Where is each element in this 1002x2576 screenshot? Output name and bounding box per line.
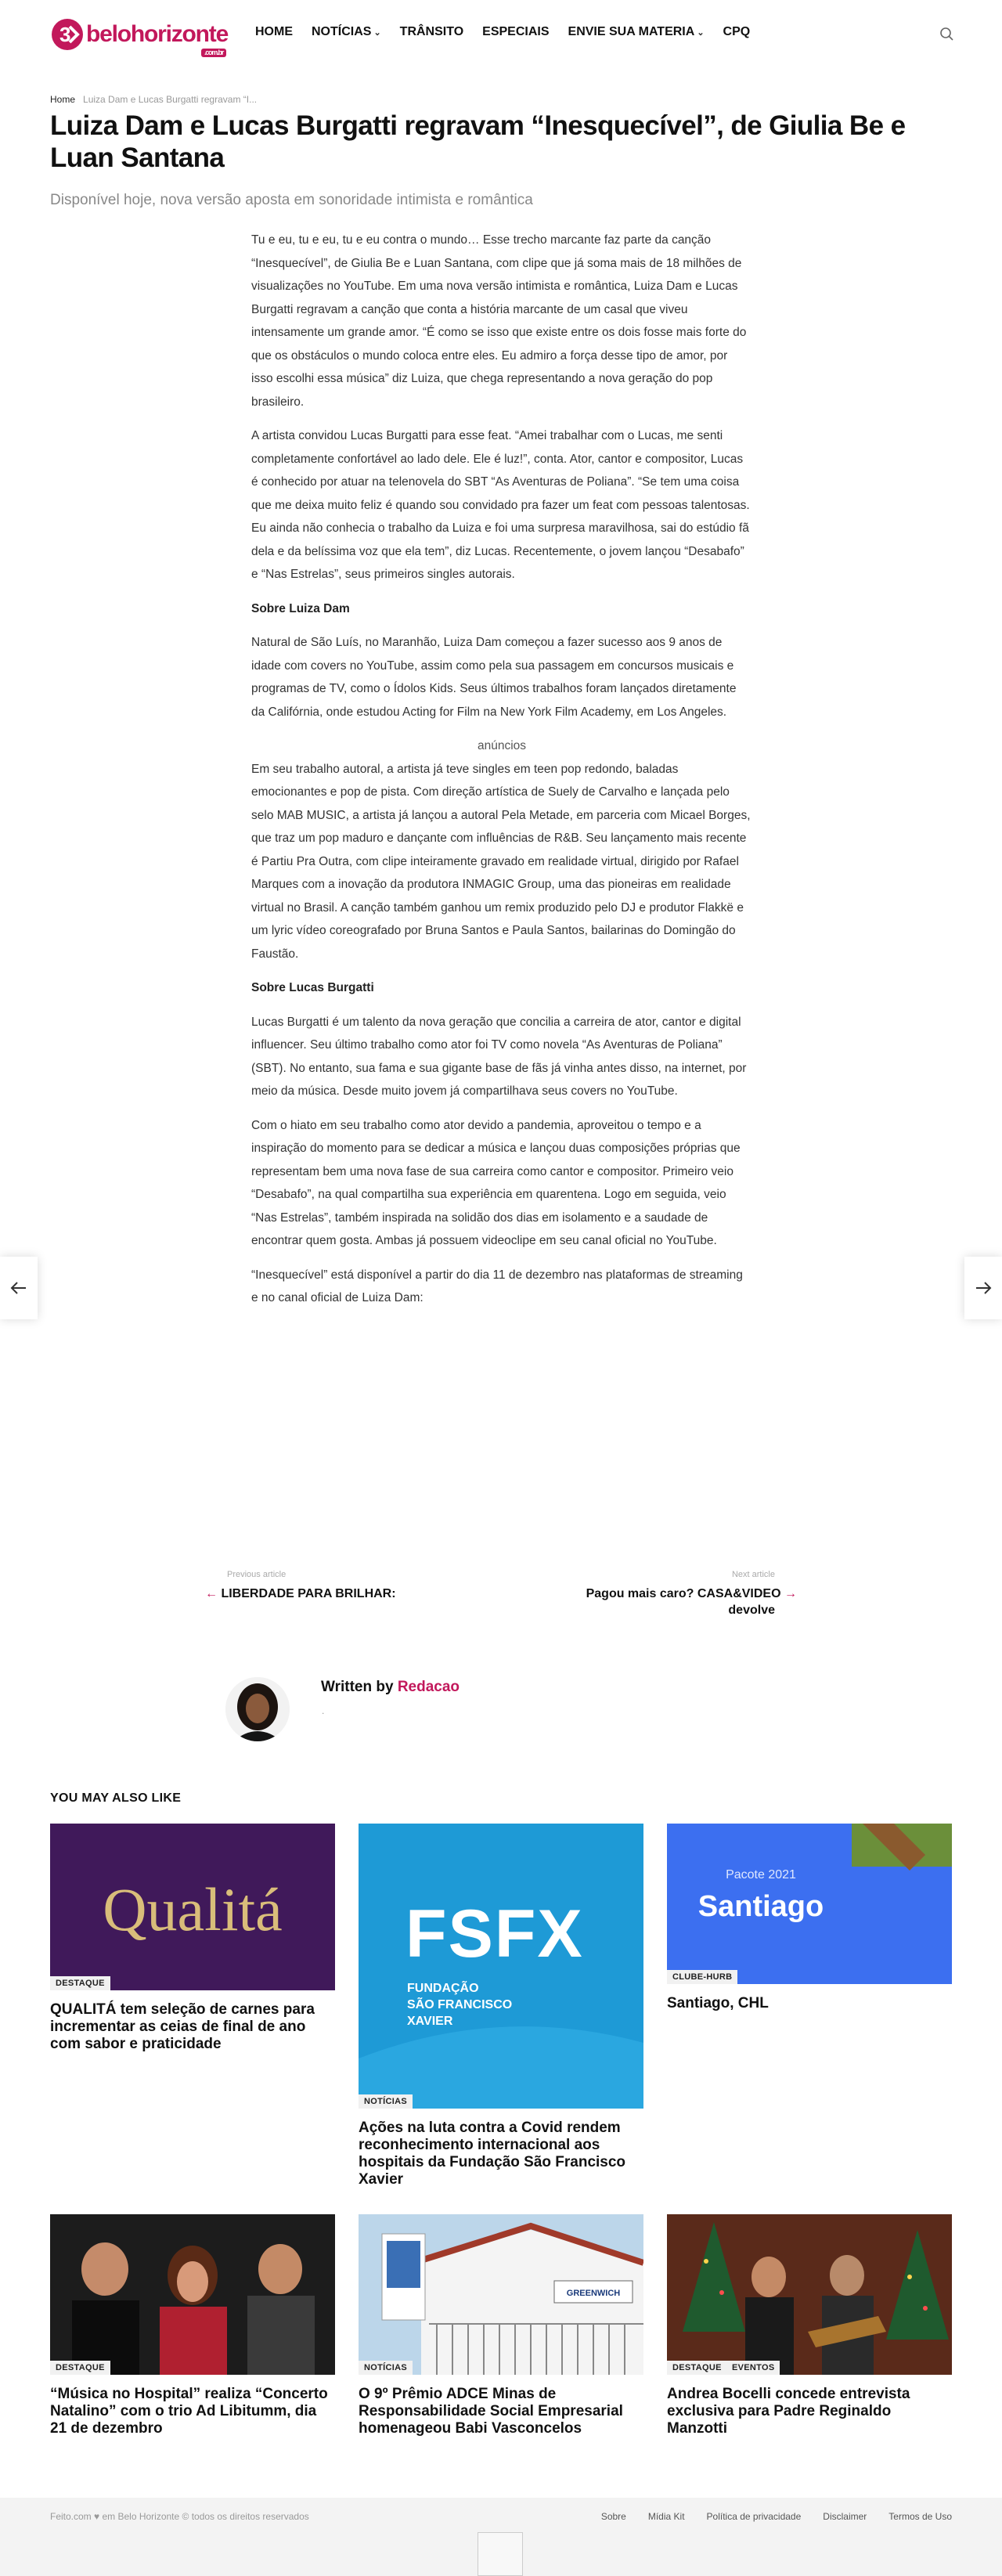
related-card[interactable]	[50, 2214, 335, 2437]
ads-label: anúncios	[477, 739, 527, 752]
card-title[interactable]: O 9º Prêmio ADCE Minas de Responsabilidade Social Empresarial homenageou Babi Vasconcelos	[359, 2386, 623, 2437]
nav-item-transito[interactable]: TRÂNSITO	[399, 25, 464, 38]
svg-text:XAVIER: XAVIER	[407, 2015, 453, 2028]
article-paragraph: A artista convidou Lucas Burgatti para esse feat. “Amei trabalhar com o Lucas, me senti completamente confortável ao lado dele. Ele é luz!”, conta. Ator, cantor e compositor, Lucas é conhecido por atuar na telenovela do SBT “As Aventuras de Poliana”. “Se tem uma coisa que me deixa muito feliz é quando sou convidado pra fazer um feat com pessoas talentosas. Eu ainda não conhecia o trabalho da Luiza e foi uma surpresa maravilhosa, sai do estúdio fã dela e da belíssima voz que ela tem”, diz Lucas. Recentemente, o jovem lançou “Desabafo” e “Nas Estrelas”, seus primeiros singles autorais.	[251, 429, 750, 581]
logo-mark-icon	[50, 17, 85, 52]
author-name-link[interactable]: Redacao	[397, 1679, 460, 1695]
card-image[interactable]	[667, 2214, 952, 2375]
related-card[interactable]	[359, 2214, 643, 2437]
card-image[interactable]	[667, 1824, 952, 1984]
footer-copyright: Feito.com ♥ em Belo Horizonte © todos os direitos reservados	[50, 2511, 309, 2522]
article-paragraph: Lucas Burgatti é um talento da nova geração que concilia a carreira de ator, cantor e digital influencer. Seu último trabalho como ator foi TV como novela “As Aventuras de Poliana” (SBT). No entanto, sua fama e sua gigante base de fãs já vinha antes disso, na internet, por meio da música. Desde muito jovem já compartilhava seus covers no YouTube.	[251, 1015, 747, 1098]
site-header	[0, 0, 1002, 70]
footer-link-disclaimer[interactable]: Disclaimer	[823, 2511, 867, 2522]
footer-link-midia-kit[interactable]: Mídia Kit	[647, 2511, 685, 2522]
post-navigation	[205, 1570, 797, 1625]
back-to-top-button[interactable]	[478, 2532, 523, 2576]
arrow-left-icon	[10, 1281, 27, 1295]
footer-link-privacidade[interactable]: Política de privacidade	[706, 2511, 802, 2522]
card-image[interactable]	[359, 2214, 643, 2375]
svg-text:Qualitá: Qualitá	[103, 1875, 283, 1943]
card-title[interactable]: Santiago, CHL	[667, 1995, 769, 2011]
svg-text:FSFX: FSFX	[405, 1896, 584, 1972]
svg-text:Santiago: Santiago	[697, 1890, 824, 1923]
card-title[interactable]: Ações na luta contra a Covid rendem reconhecimento internacional aos hospitais da Fundação São Francisco Xavier	[359, 2120, 626, 2188]
breadcrumb-home[interactable]: Home	[50, 94, 76, 105]
section-heading-luiza: Sobre Luiza Dam	[251, 601, 350, 615]
card-title[interactable]: Andrea Bocelli concede entrevista exclusiva para Padre Reginaldo Manzotti	[667, 2386, 910, 2437]
nav-item-noticias[interactable]: NOTÍCIAS ⌄	[312, 25, 381, 38]
category-badge[interactable]: DESTAQUE	[50, 1976, 110, 1990]
page-title: Luiza Dam e Lucas Burgatti regravam “Inesquecível”, de Giulia Be e Luan Santana	[50, 110, 906, 173]
chevron-down-icon: ⌄	[373, 27, 381, 38]
related-card[interactable]	[359, 1824, 643, 2188]
arrow-right-icon	[975, 1281, 992, 1295]
nav-item-especiais[interactable]: ESPECIAIS	[482, 25, 550, 38]
category-badge[interactable]: DESTAQUE	[50, 2361, 110, 2375]
previous-article-link[interactable]	[205, 1570, 396, 1602]
article-paragraph: Natural de São Luís, no Maranhão, Luiza Dam começou a fazer sucesso aos 9 anos de idade com covers no YouTube, assim como pela sua passagem em concursos musicais e programas de TV, como o Ídolos Kids. Seus últimos trabalhos foram lançados diretamente da Califórnia, onde estudou Acting for Film na New York Film Academy, em Los Angeles.	[251, 636, 737, 719]
article-body	[251, 229, 752, 1321]
category-badge[interactable]: EVENTOS	[726, 2361, 780, 2375]
related-card[interactable]	[667, 2214, 952, 2437]
next-post-side-button[interactable]	[964, 1257, 1002, 1319]
previous-article-title: LIBERDADE PARA BRILHAR:	[221, 1587, 396, 1600]
svg-text:Pacote 2021: Pacote 2021	[726, 1868, 796, 1881]
article-paragraph: Em seu trabalho autoral, a artista já teve singles em teen pop redondo, baladas emocionantes e pop de pista. Com direção artística de Suely de Carvalho e lançada pelo selo MAB MUSIC, a artista já lançou a autoral Pela Metade, em parceria com Micael Borges, que traz um pop maduro e dançante com influências de R&B. Seu lançamento mais recente é Partiu Pra Outra, com clipe inteiramente gravado em realidade virtual, dirigido por Rafael Marques com a inovação da produtora INMAGIC Group, uma das pioneiras em realidade virtual no Brasil. A canção também ganhou um remix produzido pelo DJ e produtor Flakkë e um lyric vídeo coreografado por Bruna Santos e Paula Santos, bailarinas do Domingão do Faustão.	[251, 762, 751, 961]
page-subtitle: Disponível hoje, nova versão aposta em sonoridade intimista e romântica	[50, 192, 533, 208]
card-title[interactable]: QUALITÁ tem seleção de carnes para incrementar as ceias de final de ano com sabor e praticidade	[50, 2001, 315, 2052]
category-badge[interactable]: NOTÍCIAS	[359, 2361, 413, 2375]
avatar[interactable]	[225, 1677, 290, 1741]
svg-text:GREENWICH: GREENWICH	[566, 2289, 621, 2298]
footer-link-sobre[interactable]: Sobre	[600, 2511, 626, 2522]
search-icon[interactable]	[939, 27, 955, 42]
article-paragraph: Com o hiato em seu trabalho como ator devido a pandemia, aproveitou o tempo e a inspiração do momento para se dedicar a música e lançou duas composições próprias que representam bem uma nova fase de sua carreira como cantor e compositor. Primeiro veio “Desabafo”, na qual compartilha sua experiência em quarentena. Logo em seguida, veio “Nas Estrelas”, também inspirada na solidão dos dias em isolamento e a saudade de encontrar quem gosta. Ambas já possuem videoclipe em seu canal oficial no YouTube.	[251, 1118, 741, 1247]
nav-item-envie-sua-materia[interactable]: ENVIE SUA MATERIA ⌄	[568, 25, 705, 38]
related-card[interactable]	[50, 1824, 335, 2053]
article-paragraph: Tu e eu, tu e eu, tu e eu contra o mundo… Esse trecho marcante faz parte da canção “Inesquecível”, de Giulia Be e Luan Santana, com clipe que já soma mais de 18 milhões de visualizações no YouTube. Em uma nova versão intimista e romântica, Luiza Dam e Lucas Burgatti regravam a canção que conta a história marcante de um casal que viveu intensamente um grande amor. “É como se isso que existe entre os dois fosse mais forte do que os obstáculos o mundo coloca entre eles. Eu admiro a força desse tipo de amor, por isso escolhi essa música” diz Luiza, que chega representando a nova geração do pop brasileiro.	[251, 233, 747, 409]
author-box	[225, 1677, 773, 1743]
related-heading: YOU MAY ALSO LIKE	[50, 1791, 182, 1805]
category-badge[interactable]: DESTAQUE	[667, 2361, 727, 2375]
nav-item-home[interactable]: HOME	[255, 25, 293, 38]
prev-post-side-button[interactable]	[0, 1257, 38, 1319]
next-article-label: Next article	[731, 1570, 775, 1579]
svg-text:SÃO FRANCISCO: SÃO FRANCISCO	[407, 1998, 513, 2011]
breadcrumb-current: Luiza Dam e Lucas Burgatti regravam “I...	[83, 94, 258, 105]
author-bio: .	[322, 1705, 325, 1716]
section-heading-lucas: Sobre Lucas Burgatti	[251, 981, 374, 994]
card-image[interactable]	[50, 1824, 335, 1990]
footer-links	[579, 2511, 952, 2522]
site-footer	[0, 2498, 1002, 2576]
arrow-right-icon: →	[784, 1587, 797, 1600]
footer-link-termos[interactable]: Termos de Uso	[888, 2511, 952, 2522]
chevron-down-icon: ⌄	[697, 27, 705, 38]
nav-item-cpq[interactable]: CPQ	[723, 25, 751, 38]
author-label: Written by Redacao	[321, 1679, 460, 1695]
next-article-link[interactable]	[586, 1570, 797, 1618]
logo-sub: .com.br	[201, 49, 226, 57]
previous-article-label: Previous article	[227, 1570, 287, 1579]
next-article-title-line2: devolve	[728, 1604, 775, 1617]
svg-text:3: 3	[59, 23, 71, 46]
site-logo[interactable]	[50, 16, 229, 56]
next-article-title-line1: Pagou mais caro? CASA&VIDEO	[586, 1587, 781, 1600]
card-image[interactable]	[359, 1824, 643, 2109]
main-nav	[255, 25, 769, 39]
category-badge[interactable]: CLUBE-HURB	[667, 1970, 737, 1984]
breadcrumb	[50, 94, 257, 105]
logo-text: belohorizonte .com.br	[86, 21, 229, 56]
svg-text:FUNDAÇÃO: FUNDAÇÃO	[407, 1982, 479, 1995]
article-paragraph: “Inesquecível” está disponível a partir do dia 11 de dezembro nas plataformas de streaming e no canal oficial de Luiza Dam:	[251, 1268, 743, 1304]
related-card[interactable]	[667, 1824, 952, 2012]
card-image[interactable]	[50, 2214, 335, 2375]
arrow-left-icon: ←	[205, 1587, 218, 1600]
card-title[interactable]: “Música no Hospital” realiza “Concerto Natalino” com o trio Ad Libitumm, dia 21 de dezembro	[50, 2386, 328, 2437]
category-badge[interactable]: NOTÍCIAS	[359, 2094, 413, 2109]
